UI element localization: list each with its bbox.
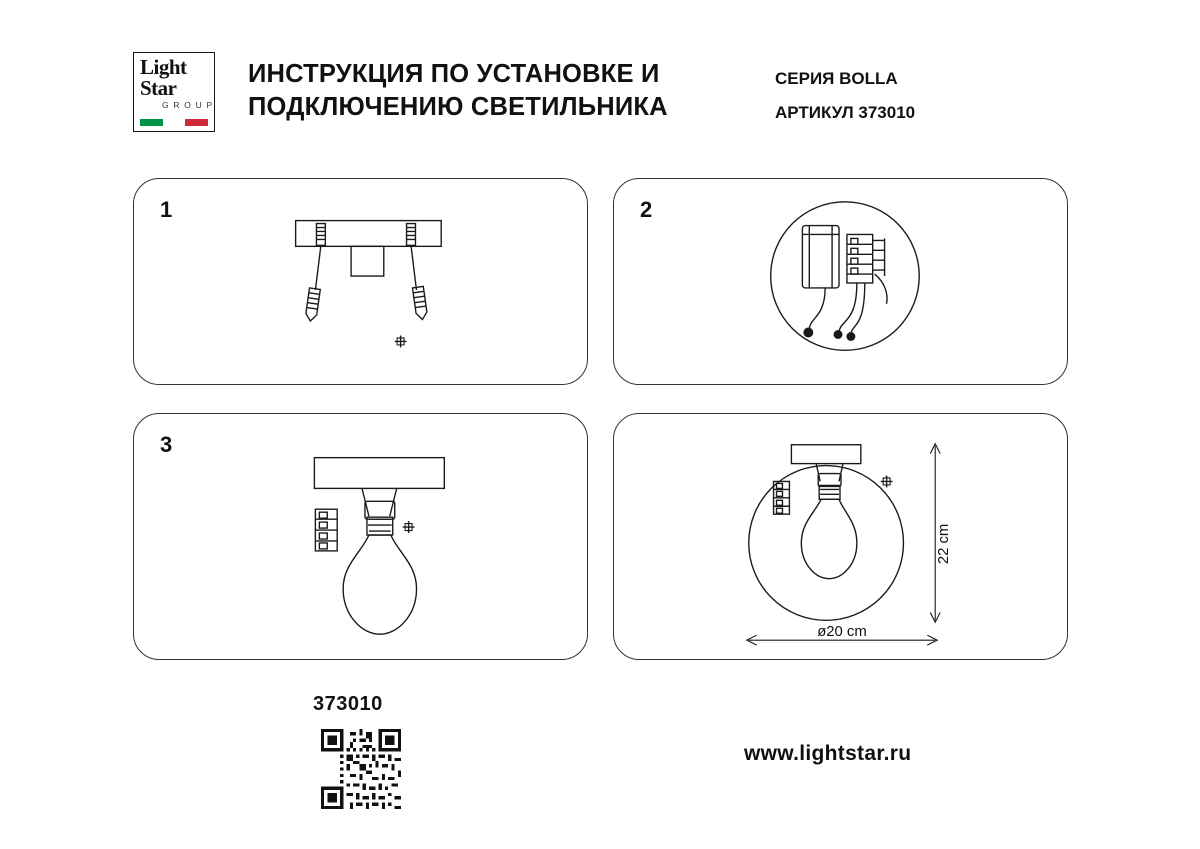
qr-code bbox=[313, 729, 409, 809]
step-panel-3 bbox=[133, 413, 588, 660]
step-panel-4 bbox=[613, 413, 1068, 660]
logo-group-text: G R O U P bbox=[162, 100, 214, 110]
step-number-1: 1 bbox=[160, 197, 173, 222]
step-panel-1 bbox=[133, 178, 588, 385]
page-title-line-1: ИНСТРУКЦИЯ ПО УСТАНОВКЕ И bbox=[248, 60, 660, 88]
page-title-line-2: ПОДКЛЮЧЕНИЮ СВЕТИЛЬНИКА bbox=[248, 93, 668, 121]
dimensions-illustration bbox=[614, 414, 1067, 659]
product-meta bbox=[775, 62, 915, 130]
step-number-3: 3 bbox=[160, 432, 173, 457]
page-title bbox=[248, 58, 678, 124]
article-label: АРТИКУЛ 373010 bbox=[775, 103, 916, 122]
logo-line-2: Star bbox=[140, 76, 177, 100]
step-panel-2 bbox=[613, 178, 1068, 385]
step-number-2: 2 bbox=[640, 197, 653, 222]
step-illustration-3 bbox=[134, 414, 587, 659]
step-illustration-2 bbox=[614, 179, 1067, 384]
italian-flag-icon bbox=[140, 119, 208, 126]
brand-logo bbox=[133, 52, 215, 132]
height-dimension-label: 22 cm bbox=[936, 523, 953, 565]
website-url: www.lightstar.ru bbox=[744, 742, 912, 765]
logo-line-1: Light bbox=[140, 55, 187, 79]
diameter-dimension-label: ø20 cm bbox=[817, 624, 867, 641]
series-label: СЕРИЯ BOLLA bbox=[775, 69, 898, 88]
logo-wordmark bbox=[140, 57, 187, 99]
product-code: 373010 bbox=[313, 693, 383, 715]
step-illustration-1 bbox=[134, 179, 587, 384]
document-header bbox=[0, 0, 1200, 160]
